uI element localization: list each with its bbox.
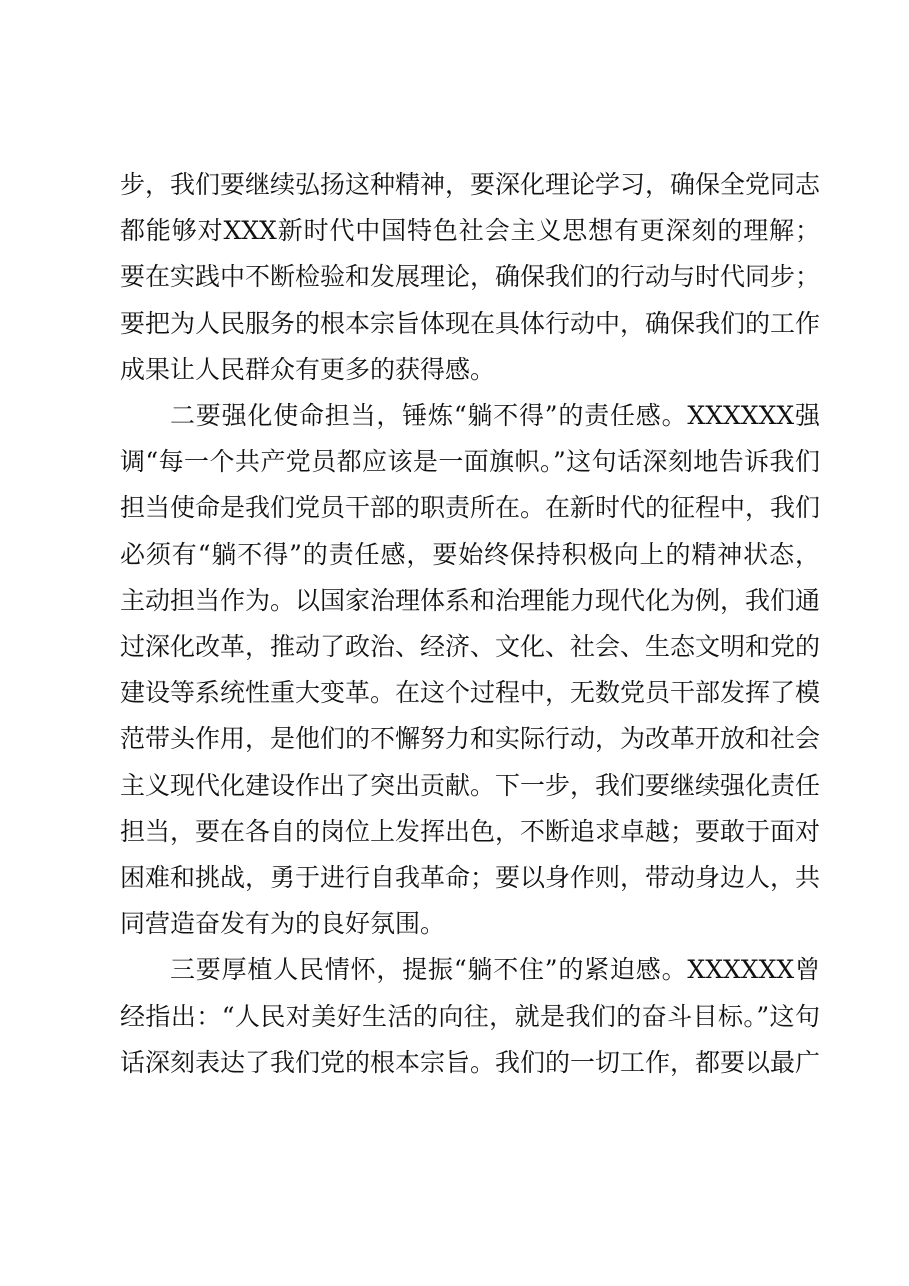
document-body [120,162,820,1086]
paragraph-continuation: 步，我们要继续弘扬这种精神，要深化理论学习，确保全党同志都能够对XXX新时代中国特色社会主义思想有更深刻的理解；要在实践中不断检验和发展理论，确保我们的行动与时代同步；要把为人民服务的根本宗旨体现在具体行动中，确保我们的工作成果让人民群众有更多的获得感。 [120,170,821,384]
paragraph-second-point: 二要强化使命担当，锤炼“躺不得”的责任感。XXXXXX强调“每一个共产党员都应该是一面旗帜。”这句话深刻地告诉我们担当使命是我们党员干部的职责所在。在新时代的征程中，我们必须有“躺不得”的责任感，要始终保持积极向上的精神状态，主动担当作为。以国家治理体系和治理能力现代化为例，我们通过深化改革，推动了政治、经济、文化、社会、生态文明和党的建设等系统性重大变革。在这个过程中，无数党员干部发挥了模范带头作用，是他们的不懈努力和实际行动，为改革开放和社会主义现代化建设作出了突出贡献。下一步，我们要继续强化责任担当，要在各自的岗位上发挥出色，不断追求卓越；要敢于面对困难和挑战，勇于进行自我革命；要以身作则，带动身边人，共同营造奋发有为的良好氛围。 [120,401,821,939]
paragraph-third-point: 三要厚植人民情怀，提振“躺不住”的紧迫感。XXXXXX曾经指出：“人民对美好生活的向往，就是我们的奋斗目标。”这句话深刻表达了我们党的根本宗旨。我们的一切工作，都要以最广 [120,955,821,1077]
